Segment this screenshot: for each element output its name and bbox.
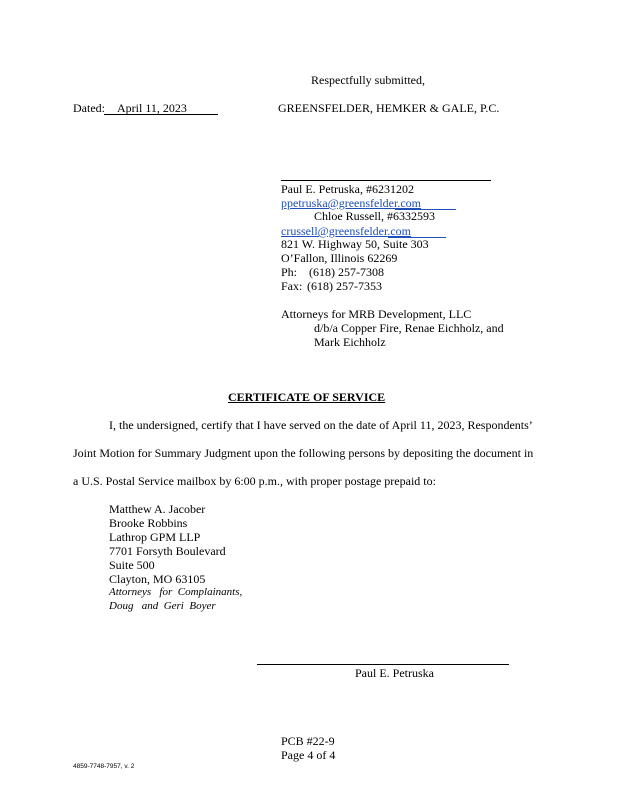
attorney-role-line-2: d/b/a Copper Fire, Renae Eichholz, and — [314, 321, 504, 335]
attorney-email-1[interactable]: ppetruska@greensfelder.com — [281, 196, 421, 210]
firm-name: GREENSFELDER, HEMKER & GALE, P.C. — [278, 101, 500, 115]
certificate-paragraph-line-3: a U.S. Postal Service mailbox by 6:00 p.m., with proper postage prepaid to: — [73, 474, 436, 488]
certificate-paragraph-line-2: Joint Motion for Summary Judgment upon the following persons by depositing the document in — [73, 446, 534, 460]
recipient-line: 7701 Forsyth Boulevard — [109, 544, 226, 558]
recipient-line: Clayton, MO 63105 — [109, 572, 206, 586]
attorney-name-2: Chloe Russell, #6332593 — [314, 209, 436, 223]
recipient-role-line-2: Doug and Geri Boyer — [109, 600, 216, 612]
fax-number: (618) 257-7353 — [307, 279, 382, 293]
fax-label: Fax: — [281, 279, 303, 293]
recipient-line: Matthew A. Jacober — [109, 502, 206, 516]
phone-label: Ph: — [281, 265, 298, 279]
signature-name: Paul E. Petruska — [355, 666, 434, 680]
document-id: 4859-7748-7957, v. 2 — [73, 763, 135, 770]
case-number: PCB #22-9 — [281, 734, 335, 748]
respectfully-submitted: Respectfully submitted, — [311, 73, 425, 87]
attorney-name-1: Paul E. Petruska, #6231202 — [281, 182, 414, 196]
certificate-heading: CERTIFICATE OF SERVICE — [228, 390, 386, 404]
dated-value: April 11, 2023 — [117, 101, 187, 115]
address-line-2: O’Fallon, Illinois 62269 — [281, 251, 398, 265]
attorney-email-2[interactable]: crussell@greensfelder.com — [281, 224, 412, 238]
recipient-line: Brooke Robbins — [109, 516, 188, 530]
signature-line — [257, 664, 509, 665]
attorney-role-line-3: Mark Eichholz — [314, 335, 386, 349]
recipient-role-line-1: Attorneys for Complainants, — [109, 586, 243, 598]
attorney-role-line-1: Attorneys for MRB Development, LLC — [281, 307, 472, 321]
recipient-line: Suite 500 — [109, 558, 155, 572]
dated-underline — [104, 114, 218, 115]
certificate-paragraph-line-1: I, the undersigned, certify that I have served on the date of April 11, 2023, Respondents’ — [109, 418, 533, 432]
page-number: Page 4 of 4 — [281, 748, 336, 762]
recipient-line: Lathrop GPM LLP — [109, 530, 201, 544]
phone-number: (618) 257-7308 — [309, 265, 384, 279]
address-line-1: 821 W. Highway 50, Suite 303 — [281, 237, 429, 251]
attorney-signature-line — [281, 180, 491, 181]
dated-label: Dated: — [73, 101, 105, 115]
